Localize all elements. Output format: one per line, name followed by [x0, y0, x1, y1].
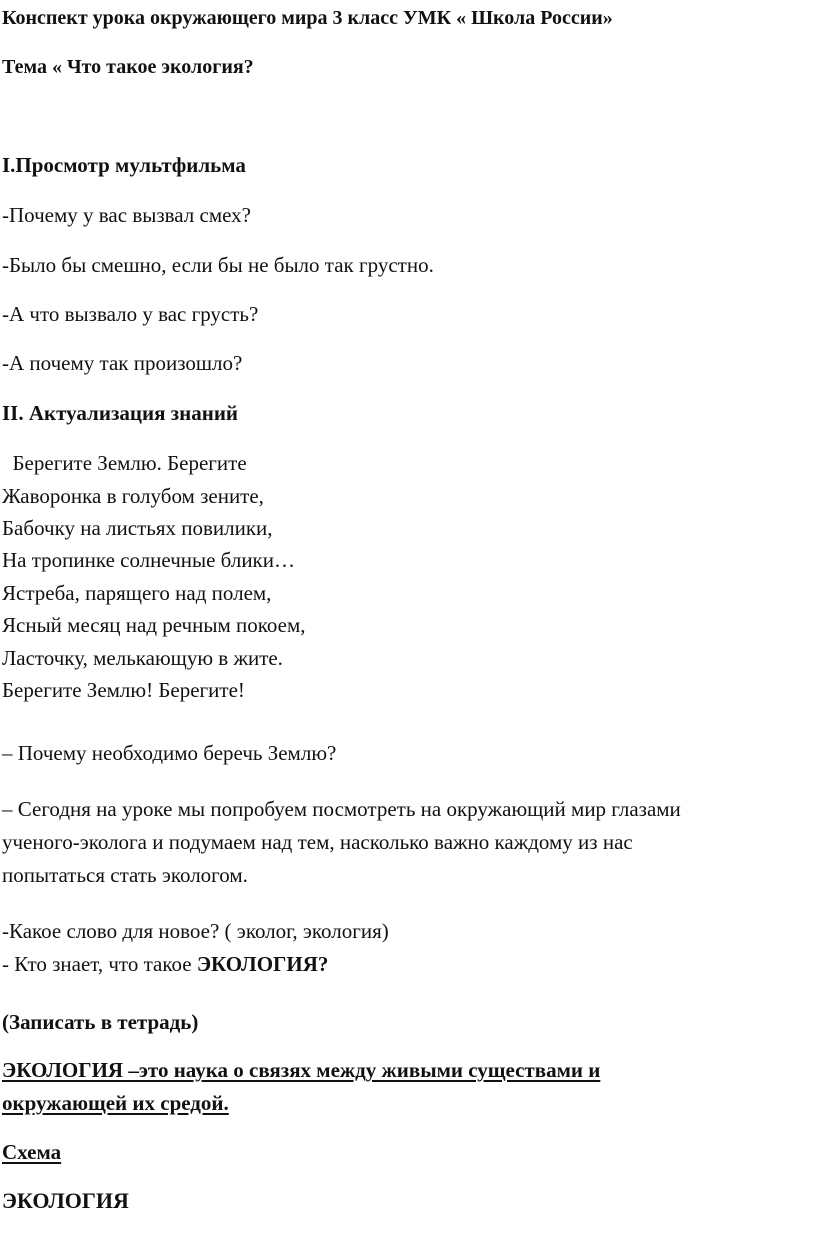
poem-line: Бабочку на листьях повилики, [2, 516, 273, 540]
document-title: Конспект урока окружающего мира 3 класс УМК « Школа России» [2, 7, 613, 29]
question-earth: – Почему необходимо беречь Землю? [2, 741, 337, 765]
intro-line: – Сегодня на уроке мы попробуем посмотреть на окружающий мир глазами [2, 797, 681, 821]
poem-line: Ястреба, парящего над полем, [2, 581, 272, 605]
definition-line: ЭКОЛОГИЯ –это наука о связях между живыми существами и [2, 1058, 601, 1082]
question-line: -Почему у вас вызвал смех? [2, 203, 251, 227]
write-note: (Записать в тетрадь) [2, 1010, 199, 1034]
question-line: -А что вызвало у вас грусть? [2, 302, 259, 326]
scheme-title: ЭКОЛОГИЯ [2, 1188, 129, 1213]
ecology-term: ЭКОЛОГИЯ? [196, 952, 329, 976]
poem-line: На тропинке солнечные блики… [2, 548, 295, 572]
lesson-topic: Тема « Что такое экология? [2, 56, 254, 78]
intro-line: ученого-эколога и подумаем над тем, насколько важно каждому из нас [2, 830, 633, 854]
question-line: -Было бы смешно, если бы не было так грустно. [2, 253, 434, 277]
who-knows-question [2, 954, 328, 975]
who-knows-text: - Кто знает, что такое [2, 952, 197, 976]
poem-line: Жаворонка в голубом зените, [2, 484, 264, 508]
new-word-question: -Какое слово для новое? ( эколог, экология) [2, 919, 389, 943]
intro-line: попытаться стать экологом. [2, 863, 248, 887]
question-line: -А почему так произошло? [2, 351, 243, 375]
definition-line: окружающей их средой. [2, 1091, 229, 1115]
poem-line: Ласточку, мелькающую в жите. [2, 646, 283, 670]
poem-line: Берегите Землю! Берегите! [2, 678, 245, 702]
poem-line: Берегите Землю. Берегите [2, 451, 247, 475]
section-heading-knowledge: II. Актуализация знаний [2, 401, 239, 425]
section-heading-cartoon: I.Просмотр мультфильма [2, 153, 246, 177]
scheme-label: Схема [2, 1140, 62, 1164]
poem-line: Ясный месяц над речным покоем, [2, 613, 306, 637]
